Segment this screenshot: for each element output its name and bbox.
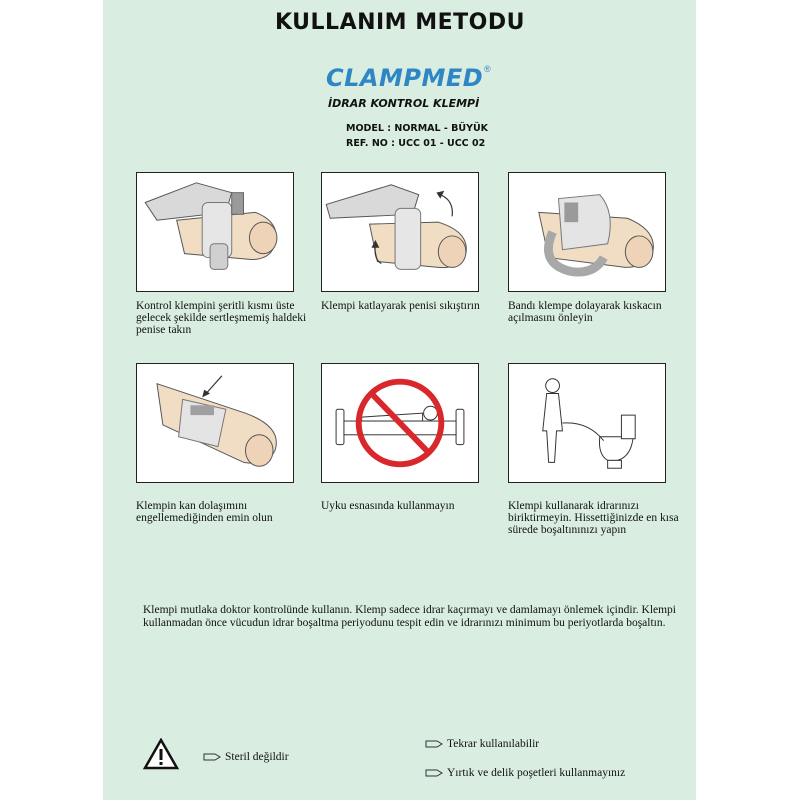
step-1-caption: Kontrol klempini şeritli kısmı üste gelecek şekilde sertleşmemiş haldeki penise takın (136, 300, 307, 336)
step-3-caption: Bandı klempe dolayarak kıskacın açılmasını önleyin (508, 300, 662, 324)
step-5-caption: Uyku esnasında kullanmayın (321, 500, 455, 512)
no-sleep-illustration (321, 363, 479, 483)
legend-damaged-pack-label: Yırtık ve delik poşetleri kullanmayınız (447, 767, 626, 779)
clamp-fold-illustration (321, 172, 479, 292)
page-title: KULLANIM METODU (275, 10, 525, 35)
ref-line: REF. NO : UCC 01 - UCC 02 (346, 138, 486, 149)
clamp-apply-illustration (136, 172, 294, 292)
pointer-arrow-icon (425, 739, 443, 749)
step-2-caption: Klempi katlayarak penisi sıkıştırın (321, 300, 480, 312)
legend-non-sterile-label: Steril değildir (225, 751, 289, 763)
registered-mark: ® (484, 64, 491, 74)
pointer-arrow-icon (203, 752, 221, 762)
legend-reusable-label: Tekrar kullanılabilir (447, 738, 540, 750)
brand-logo: CLAMPMED (326, 64, 484, 92)
toilet-illustration (508, 363, 666, 483)
legend-reusable (425, 738, 539, 750)
warning-triangle-icon (143, 738, 179, 770)
pointer-arrow-icon (425, 768, 443, 778)
model-line: MODEL : NORMAL - BÜYÜK (346, 123, 489, 134)
usage-warning-note: Klempi mutlaka doktor kontrolünde kullanın. Klemp sadece idrar kaçırmayı ve damlamayı önlemek içindir. Klempi kullanmadan önce vücudun idrar boşaltma periyodunu tespit edin ve idrarınızı minimum bu periyotlarda boşaltın. (143, 604, 677, 629)
circulation-check-illustration (136, 363, 294, 483)
step-4-caption: Klempin kan dolaşımını engellemediğinden emin olun (136, 500, 273, 524)
step-6-caption: Klempi kullanarak idrarınızı biriktirmeyin. Hissettiğinizde en kısa sürede boşaltınınızı yapın (508, 500, 679, 536)
band-wrap-illustration (508, 172, 666, 292)
legend-non-sterile (203, 751, 289, 763)
legend-damaged-pack (425, 767, 625, 779)
product-subtitle: İDRAR KONTROL KLEMPİ (328, 97, 480, 110)
